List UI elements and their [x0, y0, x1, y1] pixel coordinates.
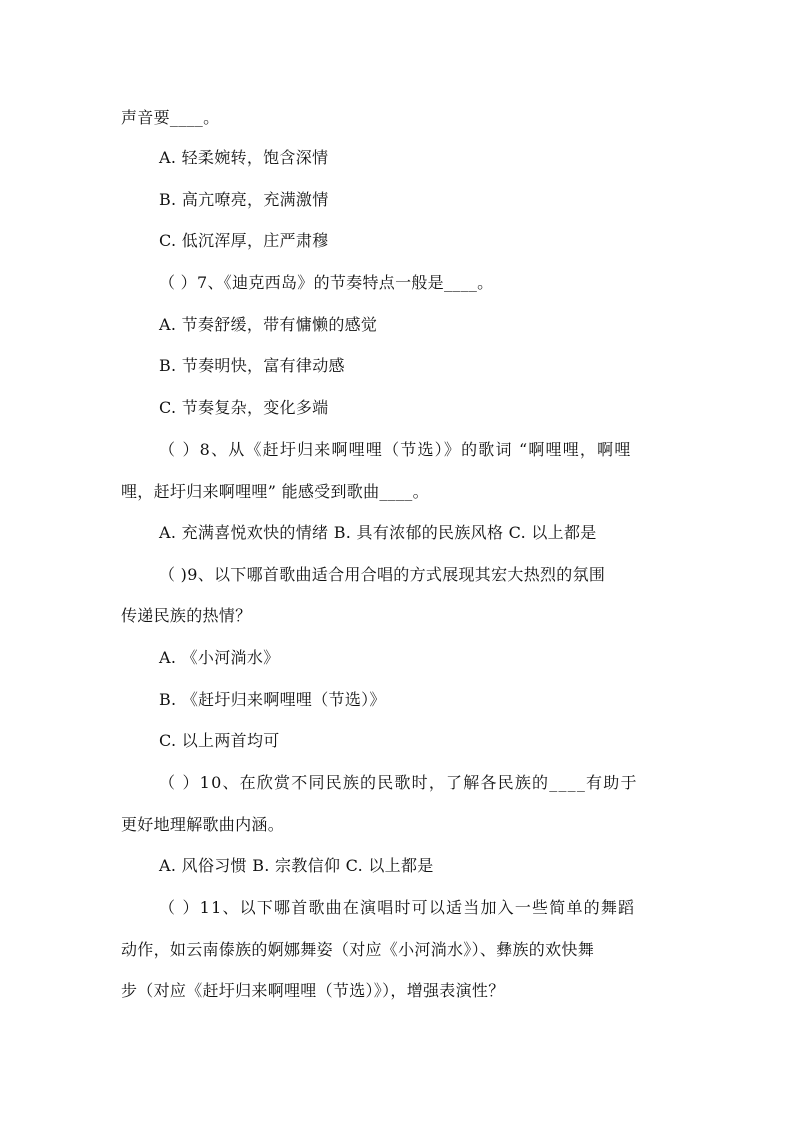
question-7-option-a: A. 节奏舒缓，带有慵懒的感觉: [159, 315, 378, 334]
question-8-stem-line-2: 哩，赶圩归来啊哩哩” 能感受到歌曲____。: [121, 482, 429, 501]
question-7-option-c: C. 节奏复杂，变化多端: [159, 398, 329, 417]
question-7-stem: （ ）7、《迪克西岛》的节奏特点一般是____。: [159, 273, 494, 292]
question-11-stem-line-1: （ ）11、以下哪首歌曲在演唱时可以适当加入一些简单的舞蹈: [159, 898, 636, 917]
question-9-option-c: C. 以上两首均可: [159, 731, 280, 750]
question-9-option-a: A. 《小河淌水》: [159, 648, 280, 667]
question-10-stem-line-2: 更好地理解歌曲内涵。: [121, 815, 285, 834]
question-6-option-c: C. 低沉浑厚，庄严肃穆: [159, 231, 329, 250]
question-9-stem-line-2: 传递民族的热情？: [121, 606, 252, 625]
question-7-option-b: B. 节奏明快，富有律动感: [159, 356, 345, 375]
question-10-options: A. 风俗习惯 B. 宗教信仰 C. 以上都是: [159, 856, 434, 875]
question-10-stem-line-1: （ ）10、在欣赏不同民族的民歌时，了解各民族的____有助于: [159, 773, 638, 792]
question-8-options: A. 充满喜悦欢快的情绪 B. 具有浓郁的民族风格 C. 以上都是: [159, 523, 597, 542]
question-6-option-b: B. 高亢嘹亮，充满激情: [159, 190, 329, 209]
question-8-stem-line-1: （ ）8、从《赶圩归来啊哩哩（节选）》的歌词 “啊哩哩，啊哩: [159, 440, 632, 459]
question-11-stem-line-2: 动作，如云南傣族的婀娜舞姿（对应《小河淌水》）、彝族的欢快舞: [121, 940, 595, 959]
question-9-option-b: B. 《赶圩归来啊哩哩（节选）》: [159, 690, 386, 709]
question-6-stem-continuation: 声音要____。: [121, 108, 220, 127]
question-9-stem-line-1: （ )9、以下哪首歌曲适合用合唱的方式展现其宏大热烈的氛围: [159, 565, 606, 584]
question-6-option-a: A. 轻柔婉转，饱含深情: [159, 148, 329, 167]
question-11-stem-line-3: 步（对应《赶圩归来啊哩哩（节选）》），增强表演性？: [121, 981, 505, 1000]
